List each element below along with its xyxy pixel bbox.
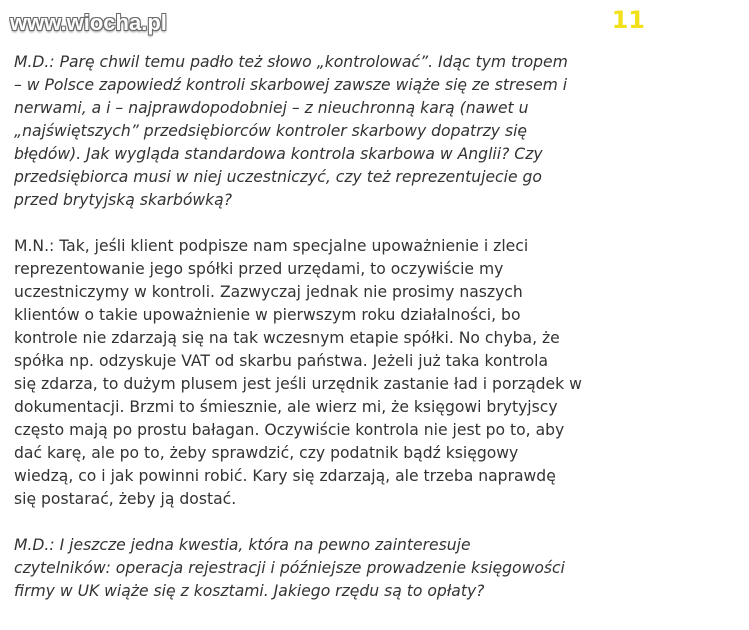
text-line: błędów). Jak wygląda standardowa kontrola skarbowa w Anglii? Czy xyxy=(14,145,543,163)
text-line: „najświętszych” przedsiębiorców kontroler skarbowy dopatrzy się xyxy=(14,122,527,140)
text-line: wiedzą, co i jak powinni robić. Kary się zdarzają, ale trzeba naprawdę xyxy=(14,467,556,485)
text-line: często mają po prostu bałagan. Oczywiście kontrola nie jest po to, aby xyxy=(14,421,565,439)
text-line: uczestniczymy w kontroli. Zazwyczaj jednak nie prosimy naszych xyxy=(14,283,523,301)
text-line: czytelników: operacja rejestracji i późniejsze prowadzenie księgowości xyxy=(14,559,565,577)
text-line: dokumentacji. Brzmi to śmiesznie, ale wierz mi, że księgowi brytyjscy xyxy=(14,398,558,416)
question-paragraph-2 xyxy=(14,534,654,603)
text-line: kontrole nie zdarzają się na tak wczesnym etapie spółki. No chyba, że xyxy=(14,329,560,347)
text-line: spółka np. odzyskuje VAT od skarbu państwa. Jeżeli już taka kontrola xyxy=(14,352,549,370)
text-line: się zdarza, to dużym plusem jest jeśli urzędnik zastanie ład i porządek w xyxy=(14,375,582,393)
text-line: M.D.: I jeszcze jedna kwestia, która na pewno zainteresuje xyxy=(14,536,471,554)
text-line: M.N.: Tak, jeśli klient podpisze nam specjalne upoważnienie i zleci xyxy=(14,237,529,255)
text-line: reprezentowanie jego spółki przed urzędami, to oczywiście my xyxy=(14,260,504,278)
text-line: klientów o takie upoważnienie w pierwszym roku działalności, bo xyxy=(14,306,521,324)
text-line: firmy w UK wiąże się z kosztami. Jakiego rzędu są to opłaty? xyxy=(14,582,485,600)
question-paragraph-1 xyxy=(14,51,654,212)
interview-text xyxy=(14,51,654,626)
text-line: się postarać, żeby ją dostać. xyxy=(14,490,237,508)
text-line: dać karę, ale po to, żeby sprawdzić, czy podatnik bądź księgowy xyxy=(14,444,519,462)
page-number: 11 xyxy=(611,6,645,34)
answer-paragraph xyxy=(14,235,654,511)
text-line: przedsiębiorca musi w niej uczestniczyć, czy też reprezentujecie go xyxy=(14,168,542,186)
text-line: nerwami, a i – najprawdopodobniej – z nieuchronną karą (nawet u xyxy=(14,99,529,117)
text-line: przed brytyjską skarbówką? xyxy=(14,191,233,209)
site-watermark: www.wiocha.pl xyxy=(10,10,167,35)
text-line: M.D.: Parę chwil temu padło też słowo „kontrolować”. Idąc tym tropem xyxy=(14,53,568,71)
text-line: – w Polsce zapowiedź kontroli skarbowej zawsze wiąże się ze stresem i xyxy=(14,76,568,94)
